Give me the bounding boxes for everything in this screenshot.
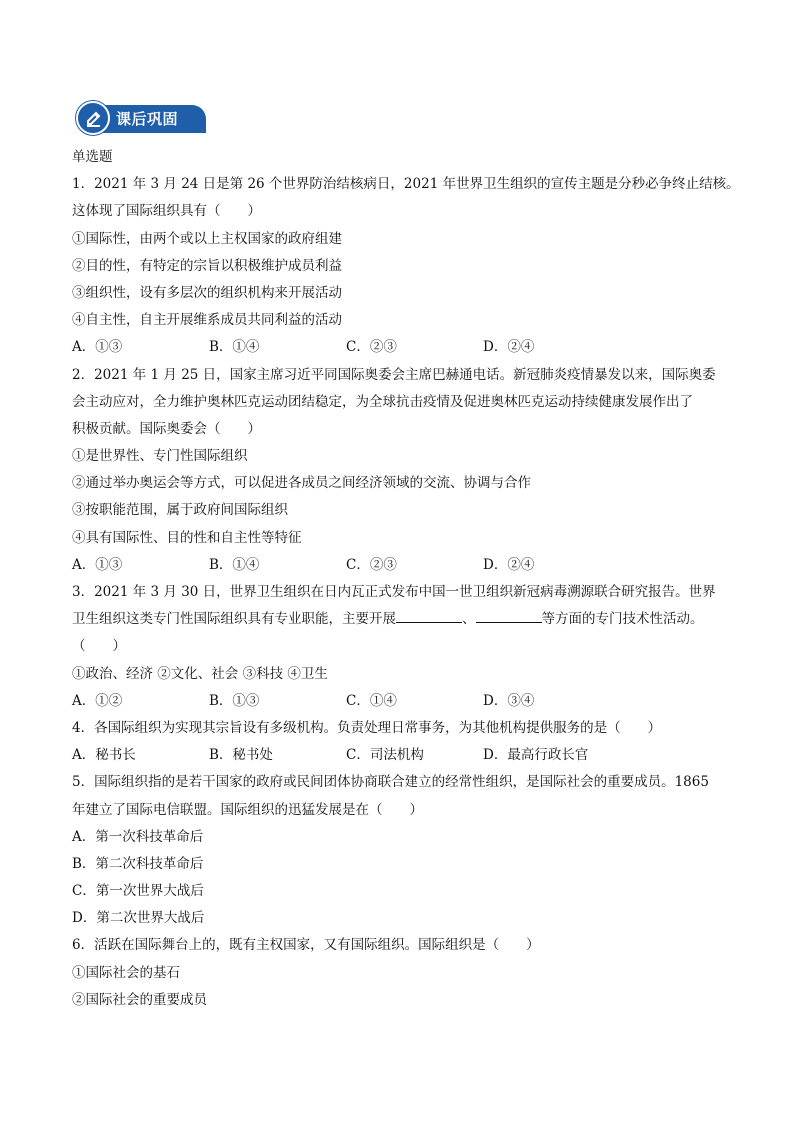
q5-option-b: B．第二次科技革命后	[72, 855, 204, 872]
q3-stem-line-2	[72, 606, 732, 633]
q2-stem-line-3: 积极贡献。国际奥委会（ ）	[72, 420, 261, 437]
q3-option-b: B．①③	[209, 692, 260, 709]
q4-option-b: B．秘书处	[209, 747, 273, 764]
q1-option-d: D．②④	[483, 339, 535, 356]
q1-statement-4: ④自主性，自主开展维系成员共同利益的活动	[72, 312, 342, 329]
q6-stem: 6．活跃在国际舞台上的，既有主权国家，又有国际组织。国际组织是（ ）	[72, 937, 540, 954]
q4-options	[72, 742, 732, 769]
q6-statement-1: ①国际社会的基石	[72, 964, 180, 981]
q3-stem-line-1: 3．2021 年 3 月 30 日，世界卫生组织在日内瓦正式发布中国一世卫组织新冠病毒溯源联合研究报告。世界	[72, 584, 716, 600]
q5-option-a: A．第一次科技革命后	[72, 828, 204, 845]
q3-options	[72, 688, 732, 715]
q5-option-c: C．第一次世界大战后	[72, 883, 204, 900]
q3-option-d: D．③④	[483, 692, 535, 709]
q2-option-a: A．①③	[72, 556, 123, 573]
q2-statement-2: ②通过举办奥运会等方式，可以促进各成员之间经济领域的交流、协调与合作	[72, 475, 531, 492]
q1-statement-3: ③组织性，设有多层次的组织机构来开展活动	[72, 284, 342, 301]
section-label: 单选题	[72, 149, 113, 165]
q5-stem-line-1: 5．国际组织指的是若干国家的政府或民间团体协商联合建立的经常性组织，是国际社会的重要成员。1865	[72, 774, 709, 791]
q3-option-a: A．①②	[72, 692, 123, 709]
section-title: 课后巩固	[116, 110, 179, 128]
q3-stem-text-pre: 卫生组织这类专门性国际组织具有专业职能，主要开展	[72, 611, 396, 628]
q3-stem-line-3: （ ）	[72, 638, 126, 655]
section-header-badge	[76, 101, 206, 135]
q4-option-a: A．秘书长	[72, 747, 136, 764]
pencil-icon	[76, 101, 110, 135]
q2-stem-line-2: 会主动应对，全力维护奥林匹克运动团结稳定，为全球抗击疫情及促进奥林匹克运动持续健康发展作出了	[72, 393, 693, 410]
q1-option-c: C．②③	[346, 339, 397, 356]
q1-stem-line-2: 这体现了国际组织具有（ ）	[72, 203, 261, 220]
q1-statement-2: ②目的性，有特定的宗旨以积极维护成员利益	[72, 257, 342, 274]
q3-stem-text-mid: 、	[462, 611, 476, 628]
q1-statement-1: ①国际性，由两个或以上主权国家的政府组建	[72, 230, 342, 247]
q4-option-d: D．最高行政长官	[483, 747, 589, 764]
q2-option-d: D．②④	[483, 556, 535, 573]
q1-option-b: B．①④	[209, 339, 260, 356]
q3-statements: ①政治、经济 ②文化、社会 ③科技 ④卫生	[72, 665, 328, 682]
q3-stem-text-post: 等方面的专门技术性活动。	[541, 611, 704, 628]
q2-statement-3: ③按职能范围，属于政府间国际组织	[72, 502, 288, 519]
fill-blank-1	[396, 608, 462, 623]
q1-options	[72, 334, 732, 361]
q5-option-d: D．第二次世界大战后	[72, 910, 205, 927]
q2-options	[72, 552, 732, 579]
q6-statement-2: ②国际社会的重要成员	[72, 991, 207, 1008]
q2-option-c: C．②③	[346, 556, 397, 573]
q1-option-a: A．①③	[72, 339, 123, 356]
q3-option-c: C．①④	[346, 692, 397, 709]
q2-option-b: B．①④	[209, 556, 260, 573]
q2-statement-1: ①是世界性、专门性国际组织	[72, 448, 248, 465]
q2-stem-line-1: 2．2021 年 1 月 25 日，国家主席习近平同国际奥委会主席巴赫通电话。新冠肺炎疫情暴发以来，国际奥委	[72, 366, 716, 383]
q1-stem-line-1: 1．2021 年 3 月 24 日是第 26 个世界防治结核病日，2021 年世界卫生组织的宣传主题是分秒必争终止结核。	[72, 176, 740, 193]
question-content	[72, 144, 740, 1014]
q4-stem: 4．各国际组织为实现其宗旨设有多级机构。负责处理日常事务，为其他机构提供服务的是（ ）	[72, 719, 662, 736]
q5-stem-line-2: 年建立了国际电信联盟。国际组织的迅猛发展是在（ ）	[72, 801, 423, 818]
q2-statement-4: ④具有国际性、目的性和自主性等特征	[72, 529, 302, 546]
fill-blank-2	[476, 608, 542, 623]
q4-option-c: C．司法机构	[346, 747, 424, 764]
